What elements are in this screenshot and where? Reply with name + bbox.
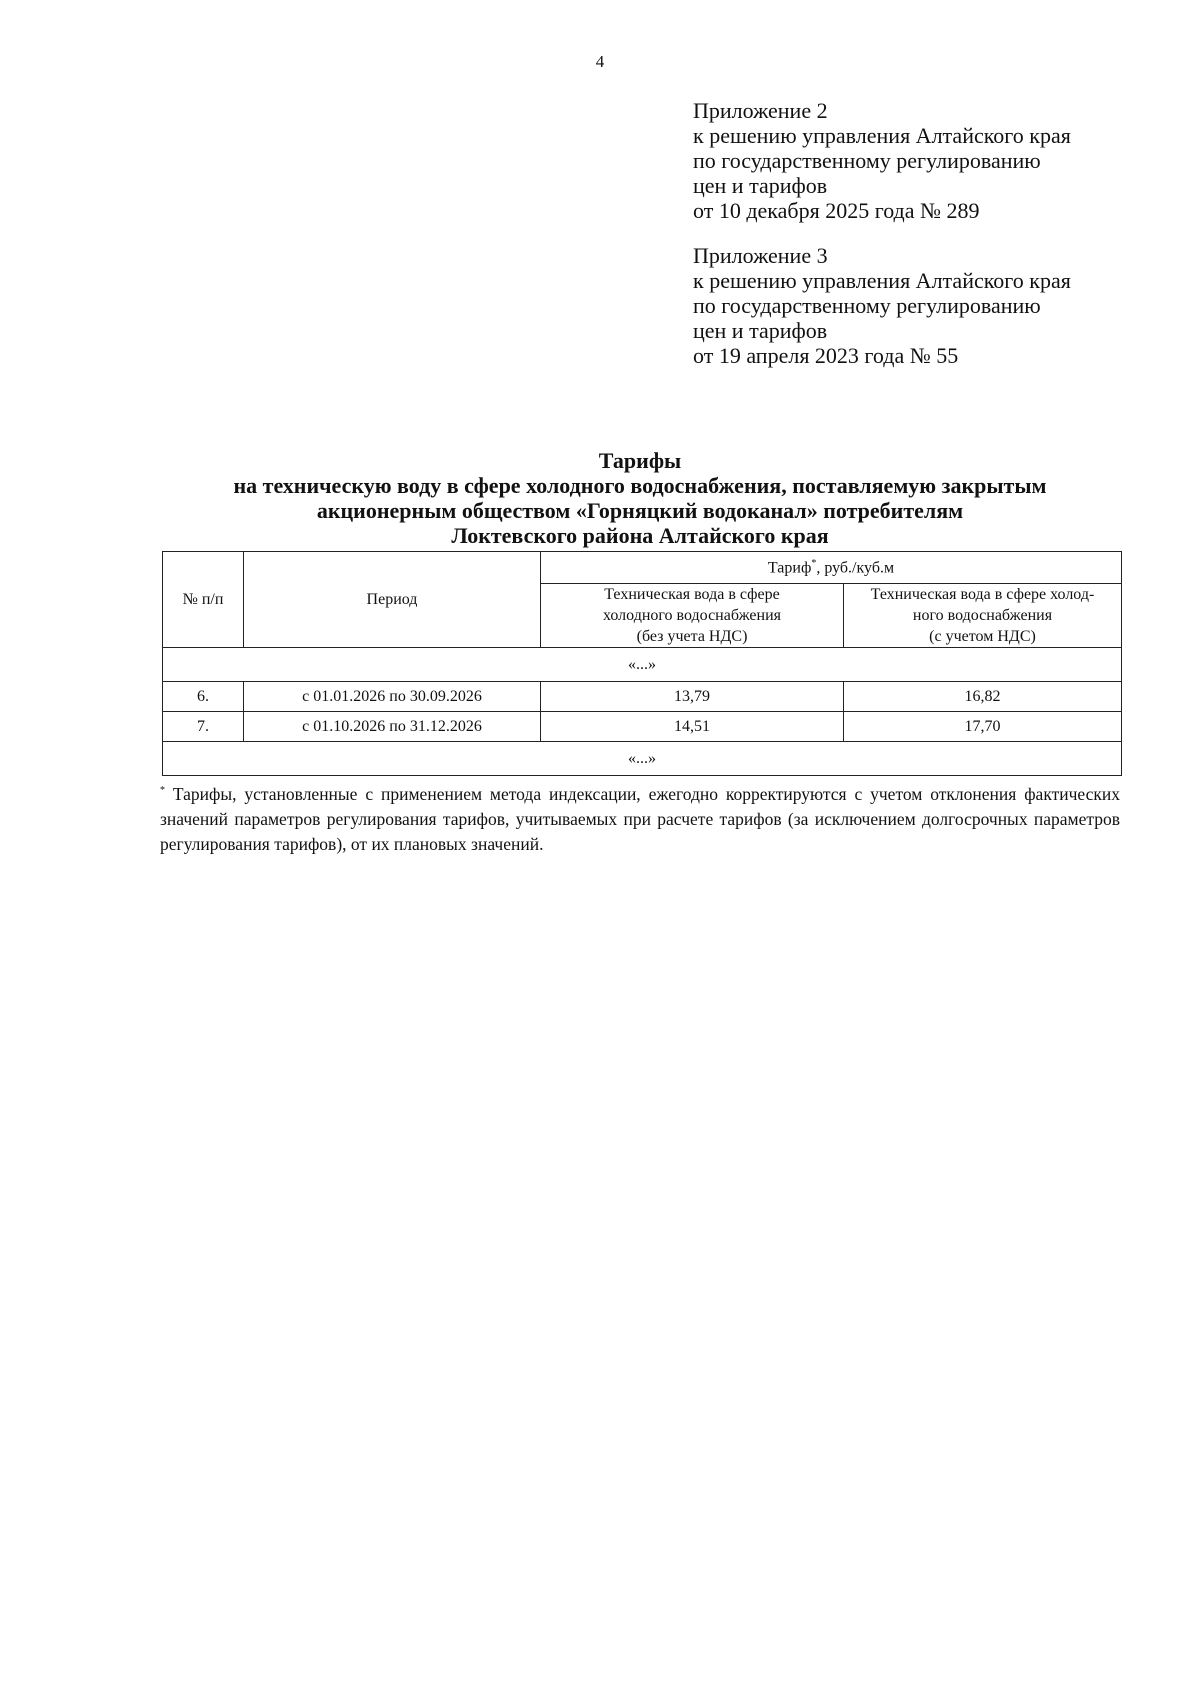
title-line: Локтевского района Алтайского края <box>451 523 829 548</box>
appendix-3-block <box>693 243 1173 368</box>
ellipsis-cell: «...» <box>163 648 1122 682</box>
tariff-table <box>162 551 1122 776</box>
header-without-vat-line: холодного водоснабжения <box>602 607 782 624</box>
table-row <box>163 712 1122 742</box>
appendix-2-block <box>693 98 1173 223</box>
row-period: с 01.01.2026 по 30.09.2026 <box>244 682 541 712</box>
row-num: 7. <box>163 712 244 742</box>
row-period: с 01.10.2026 по 31.12.2026 <box>244 712 541 742</box>
page-number: 4 <box>595 52 605 71</box>
header-with-vat-line: Техническая вода в сфере холод- <box>870 586 1095 603</box>
title-line: на техническую воду в сфере холодного водоснабжения, поставляемую закрытым <box>233 473 1047 498</box>
appendix-3-line: Приложение 3 <box>693 243 828 268</box>
appendix-2-line: к решению управления Алтайского края <box>693 123 1071 148</box>
header-period: Период <box>244 552 541 648</box>
appendix-2-line: по государственному регулированию <box>693 148 1041 173</box>
document-title <box>150 448 1130 548</box>
footnote-text: Тарифы, установленные с применением метода индексации, ежегодно корректируются с учетом отклонения фактических значений параметров регулирования тарифов, учитываемых при расчете тарифов (за исключением долгосрочных параметров регулирования тарифов), от их плановых значений. <box>160 783 1120 854</box>
header-without-vat-line: (без учета НДС) <box>636 628 748 645</box>
title-line: Тарифы <box>598 448 682 473</box>
header-tariff-label: Тариф <box>767 559 812 577</box>
appendix-3-line: цен и тарифов <box>693 318 828 343</box>
header-tariff-unit: , руб./куб.м <box>816 559 895 577</box>
title-line: акционерным обществом «Горняцкий водоканал» потребителям <box>316 498 964 523</box>
row-with-vat: 17,70 <box>844 712 1122 742</box>
row-without-vat: 13,79 <box>541 682 844 712</box>
appendix-3-line: от 19 апреля 2023 года № 55 <box>693 343 959 368</box>
appendix-3-line: к решению управления Алтайского края <box>693 268 1071 293</box>
header-with-vat-line: (с учетом НДС) <box>929 628 1036 645</box>
row-with-vat: 16,82 <box>844 682 1122 712</box>
appendix-2-line: Приложение 2 <box>693 98 828 123</box>
header-with-vat <box>844 584 1122 648</box>
table-ellipsis-row <box>163 648 1122 682</box>
table-row <box>163 682 1122 712</box>
footnote-mark: * <box>160 785 165 796</box>
appendix-2-line: цен и тарифов <box>693 173 828 198</box>
footnote <box>160 778 1120 857</box>
header-num: № п/п <box>163 552 244 648</box>
appendix-3-line: по государственному регулированию <box>693 293 1041 318</box>
table-ellipsis-row <box>163 742 1122 776</box>
header-without-vat-line: Техническая вода в сфере <box>604 586 780 603</box>
header-tariff <box>541 552 1122 584</box>
table-header-row <box>163 552 1122 584</box>
ellipsis-cell: «...» <box>163 742 1122 776</box>
appendix-2-line: от 10 декабря 2025 года № 289 <box>693 198 980 223</box>
header-with-vat-line: ного водоснабжения <box>912 607 1053 624</box>
row-without-vat: 14,51 <box>541 712 844 742</box>
footnote-marker: * <box>811 557 817 569</box>
row-num: 6. <box>163 682 244 712</box>
header-without-vat <box>541 584 844 648</box>
